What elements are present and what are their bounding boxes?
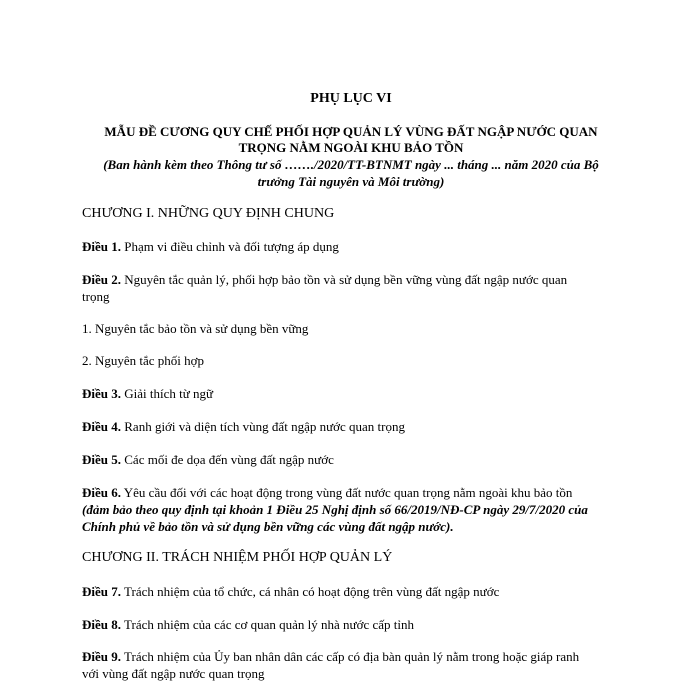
article-2-text-line-1: Nguyên tắc quản lý, phối hợp bảo tồn và sử dụng bền vững vùng đất ngập nước quan (121, 272, 568, 287)
article-6 (82, 484, 620, 501)
article-5-label: Điều 5. (82, 452, 121, 467)
article-9-label: Điều 9. (82, 649, 121, 664)
article-2-text-line-2: trọng (82, 289, 110, 304)
article-9 (82, 648, 620, 665)
item-2: 2. Nguyên tắc phối hợp (82, 353, 205, 368)
article-6-text: Yêu cầu đối với các hoạt động trong vùng đất nước quan trọng nằm ngoài khu bảo tồn (121, 485, 573, 500)
article-9-text-line-1: Trách nhiệm của Ủy ban nhân dân các cấp có địa bàn quản lý nằm trong hoặc giáp ranh (121, 649, 580, 664)
article-4-label: Điều 4. (82, 419, 121, 434)
article-7-text: Trách nhiệm của tổ chức, cá nhân có hoạt động trên vùng đất ngập nước (121, 584, 500, 599)
article-6-note-line-2: Chính phủ về bảo tồn và sử dụng bền vững các vùng đất ngập nước). (82, 519, 454, 534)
article-4-text: Ranh giới và diện tích vùng đất ngập nước quan trọng (121, 419, 405, 434)
document-title-line-1: MẪU ĐỀ CƯƠNG QUY CHẾ PHỐI HỢP QUẢN LÝ VÙNG ĐẤT NGẬP NƯỚC QUAN (104, 124, 598, 139)
article-2 (82, 271, 620, 288)
item-1: 1. Nguyên tắc bảo tồn và sử dụng bền vững (82, 321, 309, 336)
chapter-1-heading: CHƯƠNG I. NHỮNG QUY ĐỊNH CHUNG (82, 206, 335, 221)
chapter-2-heading: CHƯƠNG II. TRÁCH NHIỆM PHỐI HỢP QUẢN LÝ (82, 550, 393, 565)
article-7 (82, 583, 620, 600)
article-5-text: Các mối đe dọa đến vùng đất ngập nước (121, 452, 334, 467)
article-8 (82, 616, 620, 633)
article-3 (82, 385, 620, 402)
article-1 (82, 238, 620, 255)
article-8-text: Trách nhiệm của các cơ quan quản lý nhà nước cấp tỉnh (121, 617, 414, 632)
article-1-text: Phạm vi điều chỉnh và đối tượng áp dụng (121, 239, 339, 254)
article-7-label: Điều 7. (82, 584, 121, 599)
appendix-title: PHỤ LỤC VI (310, 91, 392, 106)
article-5 (82, 451, 620, 468)
article-3-label: Điều 3. (82, 386, 121, 401)
article-3-text: Giải thích từ ngữ (121, 386, 214, 401)
document-title (82, 124, 620, 156)
article-6-label: Điều 6. (82, 485, 121, 500)
document-subtitle-line-1: (Ban hành kèm theo Thông tư số ……./2020/TT-BTNMT ngày ... tháng ... năm 2020 của Bộ (103, 157, 599, 172)
article-6-note-line-1: (đảm bảo theo quy định tại khoản 1 Điều 25 Nghị định số 66/2019/NĐ-CP ngày 29/7/2020 của (82, 502, 588, 517)
document-title-line-2: TRỌNG NẰM NGOÀI KHU BẢO TỒN (238, 140, 464, 155)
document-subtitle-line-2: trưởng Tài nguyên và Môi trường) (257, 174, 445, 189)
article-8-label: Điều 8. (82, 617, 121, 632)
article-4 (82, 418, 620, 435)
article-2-label: Điều 2. (82, 272, 121, 287)
document-page (82, 0, 620, 700)
article-1-label: Điều 1. (82, 239, 121, 254)
document-subtitle (82, 156, 620, 190)
article-9-text-line-2: với vùng đất ngập nước quan trọng (82, 666, 265, 681)
